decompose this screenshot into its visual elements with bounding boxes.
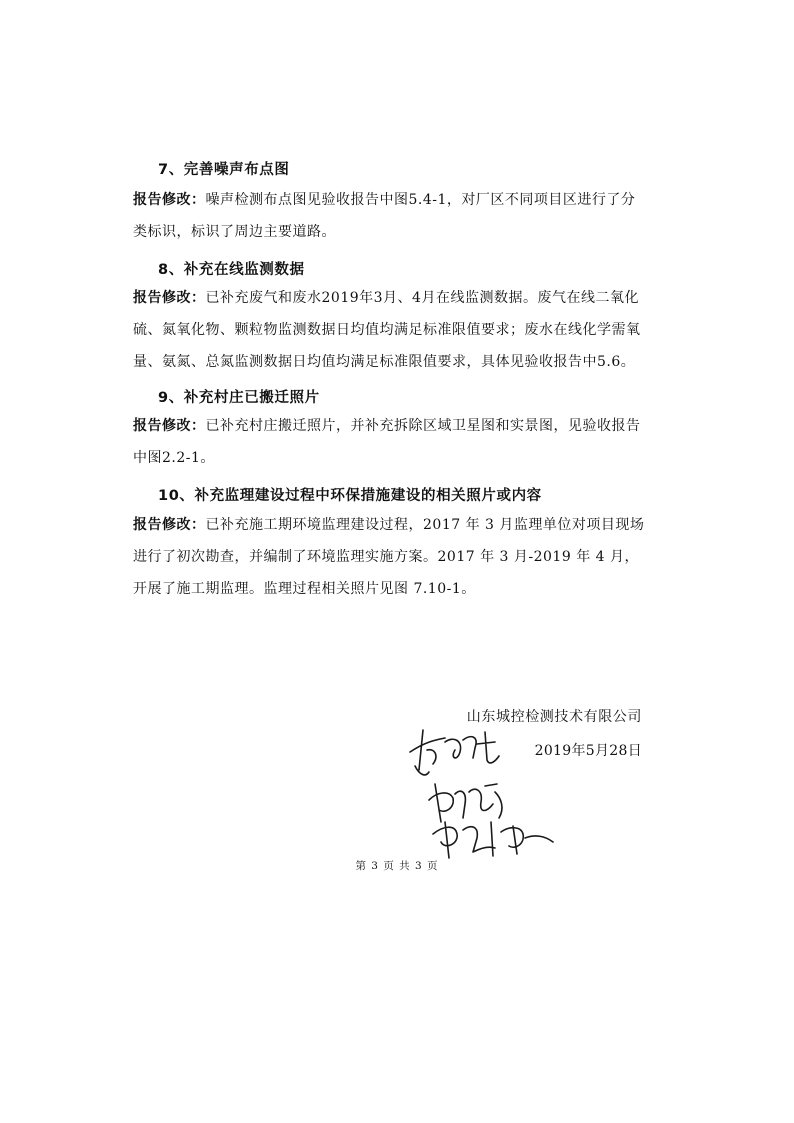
section-9-text: 已补充村庄搬迁照片，并补充拆除区域卫星图和实景图，见验收报告中图2.2-1。 — [133, 418, 641, 466]
section-7-body — [133, 184, 645, 248]
company-name: 山东城控检测技术有限公司 — [466, 709, 642, 725]
section-7-text: 噪声检测布点图见验收报告中图5.4-1，对厂区不同项目区进行了分类标识，标识了周边主要道路。 — [133, 192, 636, 240]
signing-date: 2019年5月28日 — [534, 743, 642, 759]
section-7-label: 报告修改： — [133, 192, 206, 208]
section-9-label: 报告修改： — [133, 418, 206, 434]
section-9-heading: 9、补充村庄已搬迁照片 — [158, 390, 320, 406]
section-10-heading: 10、补充监理建设过程中环保措施建设的相关照片或内容 — [158, 488, 542, 504]
section-8-label: 报告修改： — [133, 290, 206, 306]
section-8-body — [133, 282, 645, 378]
section-10-body — [133, 509, 645, 605]
page-number: 第 3 页 共 3 页 — [355, 860, 439, 872]
section-9-body — [133, 410, 645, 474]
section-7-heading: 7、完善噪声布点图 — [158, 162, 290, 178]
section-10-label: 报告修改： — [133, 517, 206, 533]
section-8-text: 已补充废气和废水2019年3月、4月在线监测数据。废气在线二氧化硫、氮氧化物、颗粒物监测数据日均值均满足标准限值要求；废水在线化学需氧量、氨氮、总氮监测数据日均值均满足标准限值要求，具体见验收报告中5.6。 — [133, 290, 641, 370]
handwritten-signature-icon — [405, 722, 565, 862]
section-10-text: 已补充施工期环境监理建设过程，2017 年 3 月监理单位对项目现场进行了初次勘查，并编制了环境监理实施方案。2017 年 3 月-2019 年 4 月，开展了施工期监理。监理过程相关照片见图 7.10-1。 — [133, 517, 645, 597]
section-8-heading: 8、补充在线监测数据 — [158, 262, 305, 278]
